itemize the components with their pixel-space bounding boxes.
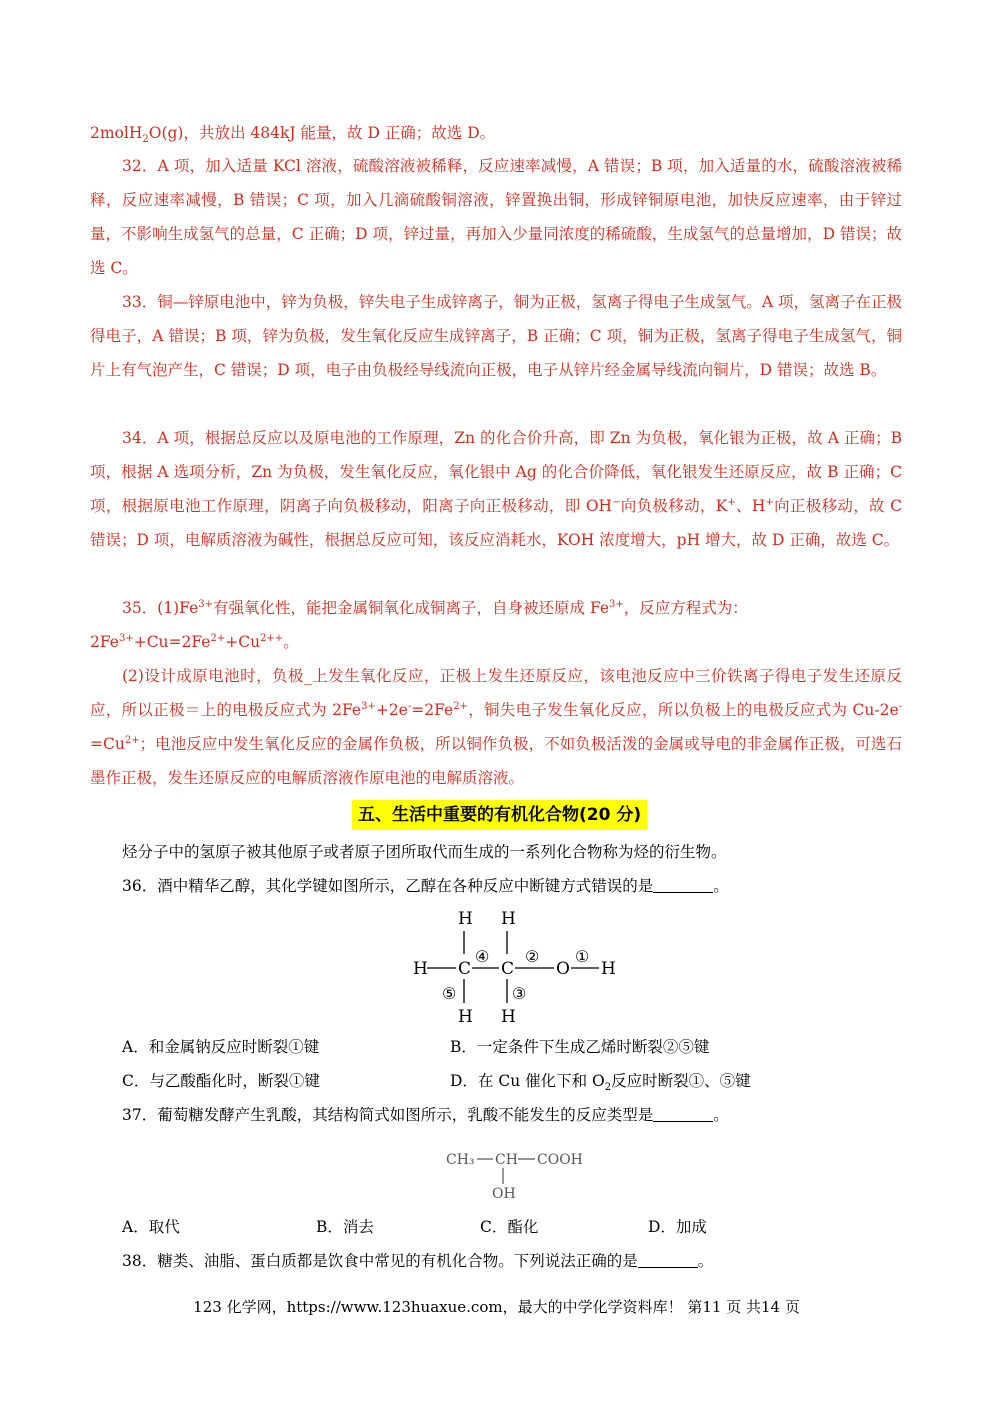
answer-35-part2: (2)设计成原电池时，负极_上发生氧化反应，正极上发生还原反应，该电池反应中三价铁离子得电子发生还原反应，所以正极＝上的电极反应式为 $2Fe^{3+}+2e^-=2Fe^{2+}$，铜失电子发生氧化反应，所以负极上的电极反应式为 $Cu-2e^-=Cu^{2+}$；电池反应中发生氧化反应的金属作负极，所以铜作负极，不如负极活泼的金属或导电的非金属作正极，可选石墨作正极，发生还原反应的电解质溶液作原电池的电解质溶液。	[90, 667, 903, 787]
question-36: 36．酒中精华乙醇，其化学键如图所示，乙醇在各种反应中断键方式错误的是 。	[122, 869, 902, 903]
group-oh: OH	[492, 1186, 516, 1202]
atom-h-right: H	[601, 959, 616, 979]
page-footer: 123 化学网，https://www.123huaxue.com，最大的中学化学资料库！ 第11 页 共14 页	[193, 1298, 800, 1316]
bond-label-5: ⑤	[442, 984, 457, 1003]
q36-option-a: A．和金属钠反应时断裂①键	[122, 1038, 320, 1056]
atom-h-bottom-left: H	[458, 1007, 473, 1027]
answer-33: 33．铜—锌原电池中，锌为负极，锌失电子生成锌离子，铜为正极，氢离子得电子生成氢气。A 项，氢离子在正极得电子，A 错误；B 项，锌为负极，发生氧化反应生成锌离子，B 正确；C 项，铜为正极，氢离子得电子生成氢气，铜片上有气泡产生，C 错误；D 项，电子由负极经导线流向正极，电子从锌片经金属导线流向铜片，D 错误；故选 B。	[90, 293, 902, 379]
atom-o: O	[556, 959, 570, 979]
answer-32: 32．A 项，加入适量 KCl 溶液，硫酸溶液被稀释，反应速率减慢，A 错误；B 项，加入适量的水，硫酸溶液被稀释，反应速率减慢，B 错误；C 项，加入几滴硫酸铜溶液，锌置换出铜，形成锌铜原电池，加快反应速率，由于锌过量，不影响生成氢气的总量，C 正确；D 项，锌过量，再加入少量同浓度的稀硫酸，生成氢气的总量增加，D 错误；故选 C。	[90, 157, 902, 277]
question-37: 37．葡萄糖发酵产生乳酸，其结构简式如图所示，乳酸不能发生的反应类型是 。	[122, 1098, 902, 1132]
group-ch: CH	[495, 1152, 518, 1168]
bond-label-4: ④	[475, 947, 490, 966]
group-cooh: COOH	[537, 1152, 583, 1168]
q37-option-b: B．消去	[316, 1218, 374, 1236]
q36-option-b: B．一定条件下生成乙烯时断裂②⑤键	[450, 1038, 710, 1056]
answer-blank	[638, 1249, 698, 1268]
q37-option-a: A．取代	[122, 1218, 180, 1236]
atom-c2: C	[501, 959, 515, 979]
q37-option-d: D．加成	[648, 1218, 707, 1236]
lactic-acid-structure-diagram	[440, 1142, 590, 1204]
q36-option-d: D．在 Cu 催化下和 $O_2$反应时断裂①、⑤键	[450, 1072, 751, 1094]
answer-blank	[653, 874, 713, 893]
atom-h-left: H	[413, 959, 428, 979]
question-38: 38．糖类、油脂、蛋白质都是饮食中常见的有机化合物。下列说法正确的是 。	[122, 1244, 902, 1278]
bond-label-1: ①	[575, 947, 590, 966]
bond-label-2: ②	[525, 947, 540, 966]
answer-blank	[653, 1103, 713, 1122]
group-ch3: CH₃	[446, 1152, 475, 1168]
q37-option-c: C．酯化	[480, 1218, 539, 1236]
answer-34: 34．A 项，根据总反应以及原电池的工作原理，Zn 的化合价升高，即 Zn 为负极，氧化银为正极，故 A 正确；B 项，根据 A 选项分析，Zn 为负极，发生氧化反应，氧化银中 Ag 的化合价降低，氧化银发生还原反应，故 B 正确；C 项，根据原电池工作原理，阴离子向负极移动，阳离子向正极移动，即 OH−向负极移动，K+、H+向正极移动，故 C 错误；D 项，电解质溶液为碱性，根据总反应可知，该反应消耗水，KOH 浓度增大，pH 增大，故 D 正确，故选 C。	[90, 429, 902, 549]
atom-h-top-left: H	[458, 909, 473, 929]
answer-35-part1: 35．$(1)Fe^{3+}$有强氧化性，能把金属铜氧化成铜离子，自身被还原成 $Fe^{3+}$，反应方程式为：	[122, 598, 748, 617]
ethanol-structure-diagram	[405, 903, 630, 1028]
section-title: 五、生活中重要的有机化合物(20 分)	[352, 800, 647, 830]
answer-35-equation: $2Fe^{3+}+Cu=2Fe^{2+}+Cu^{2++}$。	[90, 632, 299, 651]
atom-c1: C	[458, 959, 472, 979]
atom-h-bottom-right: H	[501, 1007, 516, 1027]
intro-text: 烃分子中的氢原子被其他原子或者原子团所取代而生成的一系列化合物称为烃的衍生物。	[122, 843, 727, 861]
bond-label-3: ③	[512, 984, 527, 1003]
atom-h-top-right: H	[501, 909, 516, 929]
q36-option-c: C．与乙酸酯化时，断裂①键	[122, 1072, 320, 1090]
answer-31-end: 2molH$_2$O(g)，共放出 484kJ 能量，故 D 正确；故选 D。	[90, 124, 496, 146]
